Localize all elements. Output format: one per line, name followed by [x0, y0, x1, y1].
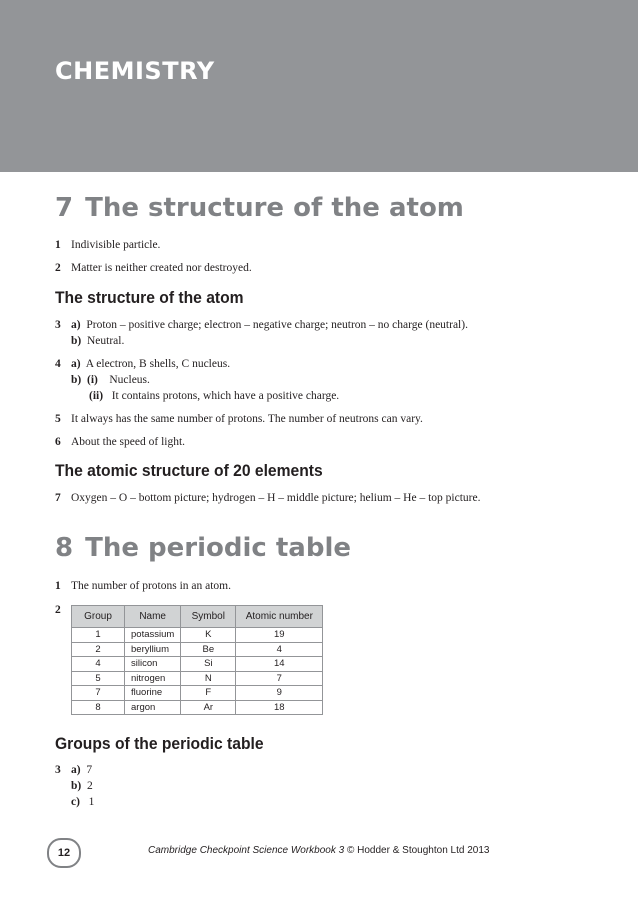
question-number: 3 [55, 319, 61, 331]
question-number: 2 [55, 604, 61, 616]
table-cell: 2 [72, 642, 125, 657]
question-number: 1 [55, 580, 61, 592]
table-cell: beryllium [125, 642, 181, 657]
part-label: a) [71, 358, 81, 370]
table-row [72, 671, 323, 686]
table-cell: Ar [181, 700, 236, 715]
table-cell: 5 [72, 671, 125, 686]
question-number: 2 [55, 262, 61, 274]
table-cell: nitrogen [125, 671, 181, 686]
answer-text: Matter is neither created nor destroyed. [71, 262, 252, 274]
question-number: 4 [55, 358, 61, 370]
part-label: b) [71, 780, 82, 792]
table-cell: F [181, 686, 236, 701]
section-heading: The structure of the atom [55, 288, 244, 307]
answer-part [71, 763, 92, 777]
answer-text: It contains protons, which have a positive charge. [111, 390, 340, 402]
table-row [72, 700, 323, 715]
question-number: 1 [55, 239, 61, 251]
footer-credit [148, 845, 489, 856]
table-cell: N [181, 671, 236, 686]
answer-part [89, 389, 339, 403]
question-number: 6 [55, 436, 61, 448]
subpart-label: (ii) [89, 390, 104, 402]
chapter-7-title: The structure of the atom [85, 193, 464, 223]
answer-text: It always has the same number of protons. The number of neutrons can vary. [71, 413, 423, 425]
answer-part [71, 779, 93, 793]
answer-part [71, 318, 468, 332]
table-cell: 19 [236, 628, 323, 643]
answer-text: About the speed of light. [71, 436, 186, 448]
answer-text: Nucleus. [109, 374, 150, 386]
column-header: Symbol [181, 606, 236, 628]
answer-text: Indivisible particle. [71, 239, 161, 251]
answer-text: Oxygen – O – bottom picture; hydrogen – H – middle picture; helium – He – top picture. [71, 492, 481, 504]
chapter-banner [0, 0, 638, 172]
table-cell: 8 [72, 700, 125, 715]
question-number: 3 [55, 764, 61, 776]
table-cell: Be [181, 642, 236, 657]
table-cell: 7 [72, 686, 125, 701]
table-row [72, 657, 323, 672]
table-row [72, 642, 323, 657]
answer-text: A electron, B shells, C nucleus. [85, 358, 231, 370]
part-label: a) [71, 764, 81, 776]
page-number: 12 [47, 838, 81, 868]
answer-text: Neutral. [86, 335, 125, 347]
part-label: c) [71, 796, 80, 808]
section-heading: Groups of the periodic table [55, 734, 264, 753]
table-cell: 4 [236, 642, 323, 657]
column-header: Group [72, 606, 125, 628]
table-cell: 9 [236, 686, 323, 701]
table-row [72, 686, 323, 701]
answer-text: Proton – positive charge; electron – negative charge; neutron – no charge (neutral). [86, 319, 468, 331]
chapter-8-number: 8 [55, 533, 74, 563]
copyright-text: © Hodder & Stoughton Ltd 2013 [347, 845, 490, 856]
table-cell: 14 [236, 657, 323, 672]
table-header-row [72, 606, 323, 628]
question-number: 7 [55, 492, 61, 504]
answer-part [71, 795, 94, 809]
table-cell: 7 [236, 671, 323, 686]
part-label: a) [71, 319, 81, 331]
answer-text: The number of protons in an atom. [71, 580, 232, 592]
answer-part [71, 373, 150, 387]
banner-title: CHEMISTRY [55, 57, 215, 85]
table-row [72, 628, 323, 643]
chapter-8-title: The periodic table [85, 533, 351, 563]
table-cell: 4 [72, 657, 125, 672]
answer-text: 1 [88, 796, 95, 808]
table-cell: potassium [125, 628, 181, 643]
answer-text: 7 [86, 764, 93, 776]
table-cell: 18 [236, 700, 323, 715]
answer-part [71, 334, 124, 348]
chapter-7-number: 7 [55, 193, 74, 223]
table-cell: silicon [125, 657, 181, 672]
table-cell: 1 [72, 628, 125, 643]
subpart-label: (i) [86, 374, 98, 386]
table-cell: K [181, 628, 236, 643]
answer-part [71, 357, 230, 371]
column-header: Atomic number [236, 606, 323, 628]
section-heading: The atomic structure of 20 elements [55, 461, 323, 480]
question-number: 5 [55, 413, 61, 425]
book-title: Cambridge Checkpoint Science Workbook 3 [148, 845, 345, 856]
chapter-8-heading [55, 533, 351, 563]
column-header: Name [125, 606, 181, 628]
answer-text: 2 [86, 780, 93, 792]
elements-table [71, 605, 323, 715]
part-label: b) [71, 335, 82, 347]
table-cell: argon [125, 700, 181, 715]
chapter-7-heading [55, 193, 464, 223]
table-cell: fluorine [125, 686, 181, 701]
part-label: b) [71, 374, 82, 386]
table-cell: Si [181, 657, 236, 672]
